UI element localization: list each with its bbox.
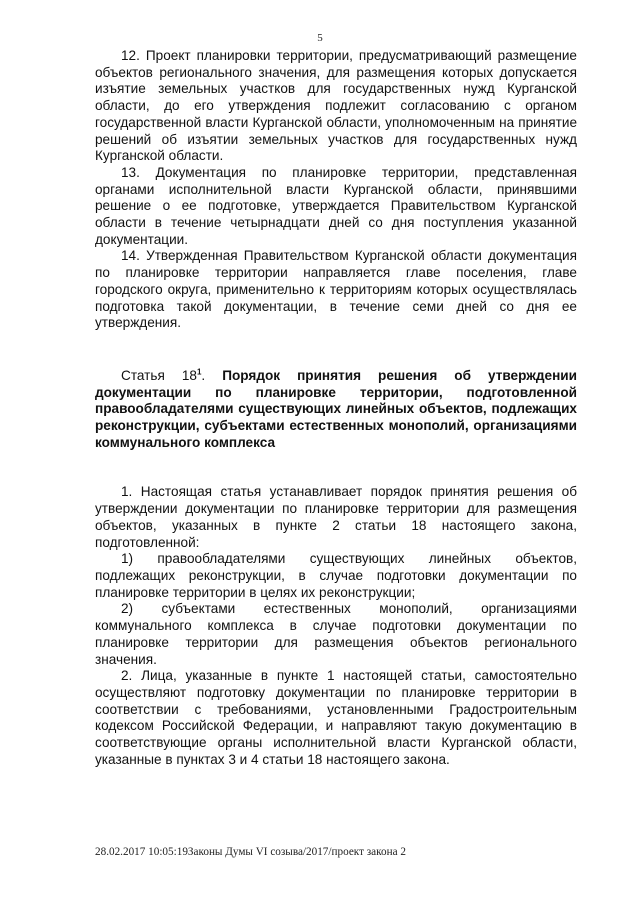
paragraph-2: 2. Лица, указанные в пункте 1 настоящей статьи, самостоятельно осуществляют подготовку документации по планировке территории в соответствии с требованиями, установленными Градостроительным кодексом Российской Федерации, и направляют такую документацию в соответствующие органы исполнительной власти Курганской области, указанные в пунктах 3 и 4 статьи 18 настоящего закона. xyxy=(95,668,577,767)
document-body xyxy=(95,48,577,768)
spacer xyxy=(95,451,577,484)
paragraph-13: 13. Документация по планировке территории, представленная органами исполнительной власти Курганской области, принявшими решение о ее подготовке, утверждается Правительством Курганской области в течение четырнадцати дней со дня поступления указанной документации. xyxy=(95,164,577,247)
article-dot: . xyxy=(201,367,206,383)
article-superscript: 1 xyxy=(196,367,202,377)
subparagraph-1: 1) правообладателями существующих линейных объектов, подлежащих реконструкции, в случае подготовки документации по планировке территории в целях их реконструкции; xyxy=(95,551,577,600)
article-number: Статья 18 xyxy=(121,367,197,383)
paragraph-1: 1. Настоящая статья устанавливает порядок принятия решения об утверждении документации по планировке территории для размещения объектов, указанных в пункте 2 статьи 18 настоящего закона, подготовленной: xyxy=(95,484,577,550)
spacer xyxy=(95,332,577,368)
subparagraph-2: 2) субъектами естественных монополий, организациями коммунального комплекса в случае подготовки документации по планировке территории для размещения объектов регионального значения. xyxy=(95,601,577,667)
article-heading xyxy=(95,368,577,452)
paragraph-12: 12. Проект планировки территории, предусматривающий размещение объектов регионального значения, для размещения которых допускается изъятие земельных участков для государственных нужд Курганской области, до его утверждения подлежит согласованию с органом государственной власти Курганской области, уполномоченным на принятие решений об изъятии земельных участков для государственных нужд Курганской области. xyxy=(95,48,577,164)
paragraph-14: 14. Утвержденная Правительством Курганской области документация по планировке территории направляется главе поселения, главе городского округа, применительно к территориям которых осуществлялась подготовка такой документации, в течение семи дней со дня ее утверждения. xyxy=(95,248,577,331)
page-number: 5 xyxy=(317,32,323,44)
article-title: Порядок принятия решения об утверждении документации по планировке территории, подготовленной правообладателями существующих линейных объектов, подлежащих реконструкции, субъектами естественных монополий, организациями коммунального комплекса xyxy=(95,367,577,450)
footer-path: 28.02.2017 10:05:19Законы Думы VI созыва/2017/проект закона 2 xyxy=(95,846,406,858)
